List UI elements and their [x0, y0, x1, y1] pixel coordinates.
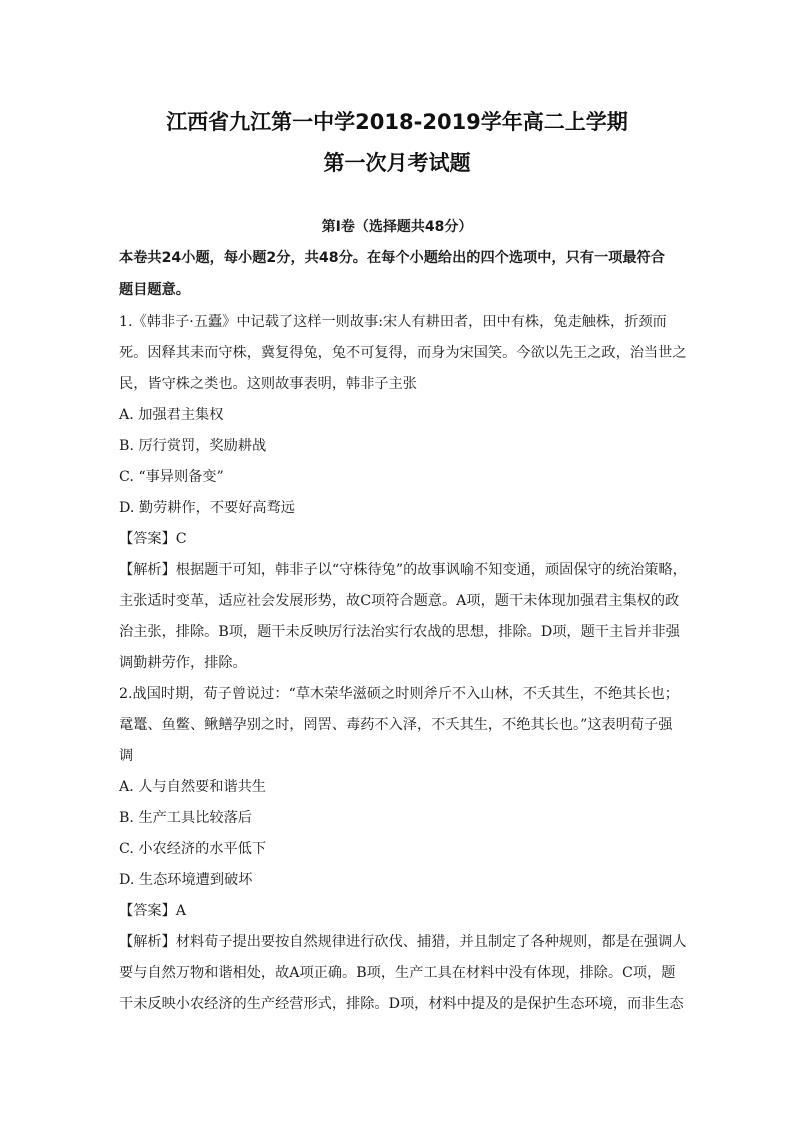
instruction-line: 题目题意。: [119, 282, 190, 298]
question-2-answer: 【答案】A: [119, 903, 186, 919]
question-1-option-b: B. 厉行赏罚，奖励耕战: [119, 438, 267, 454]
question-1-analysis: 主张适时变革，适应社会发展形势，故C项符合题意。A项，题干未体现加强君主集权的政: [119, 593, 680, 609]
question-1-analysis: 调勤耕劳作，排除。: [119, 655, 247, 671]
question-1-stem: 民，皆守株之类也。这则故事表明，韩非子主张: [119, 376, 417, 392]
question-2-option-a: A. 人与自然要和谐共生: [119, 779, 266, 795]
question-2-stem: 调: [119, 748, 134, 764]
instruction-line: 本卷共24小题，每小题2分，共48分。在每个小题给出的四个选项中，只有一项最符合: [119, 250, 665, 266]
question-2-analysis: 干未反映小农经济的生产经营形式，排除。D项，材料中提及的是保护生态环境，而非生态: [119, 996, 684, 1012]
question-2-option-d: D. 生态环境遭到破坏: [119, 872, 253, 888]
question-1-analysis: 【解析】根据题干可知，韩非子以“守株待兔”的故事讽喻不知变通，顽固保守的统治策略，: [119, 562, 687, 578]
question-1-option-a: A. 加强君主集权: [119, 407, 224, 423]
exam-title-line2: 第一次月考试题: [323, 151, 471, 175]
question-2-analysis: 【解析】材料荀子提出要按自然规律进行砍伐、捕猎，并且制定了各种规则，都是在强调人: [119, 934, 687, 950]
question-1-stem: 1.《韩非子·五蠹》中记载了这样一则故事:宋人有耕田者，田中有株，兔走触株，折颈而: [119, 314, 667, 330]
exam-title-line1: 江西省九江第一中学2018-2019学年高二上学期: [166, 110, 628, 134]
question-2-option-c: C. 小农经济的水平低下: [119, 841, 267, 857]
question-2-stem: 2.战国时期，荀子曾说过：“草木荣华滋硕之时则斧斤不入山林，不夭其生，不绝其长也；: [119, 686, 679, 702]
question-1-answer: 【答案】C: [119, 531, 187, 547]
question-1-option-d: D. 勤劳耕作，不要好高骛远: [119, 500, 295, 516]
section-title: 第Ⅰ卷（选择题共48分）: [321, 219, 473, 235]
question-2-stem: 鼋鼍、鱼鳖、鳅鳝孕别之时，罔罟、毒药不入泽，不夭其生，不绝其长也。”这表明荀子强: [119, 717, 673, 733]
question-1-stem: 死。因释其耒而守株，冀复得兔，兔不可复得，而身为宋国笑。今欲以先王之政，治当世之: [119, 345, 687, 361]
question-1-option-c: C. “事异则备变”: [119, 469, 224, 485]
question-2-option-b: B. 生产工具比较落后: [119, 810, 252, 826]
question-2-analysis: 要与自然万物和谐相处，故A项正确。B项，生产工具在材料中没有体现，排除。C项，题: [119, 965, 676, 981]
question-1-analysis: 治主张，排除。B项，题干未反映厉行法治实行农战的思想，排除。D项，题干主旨并非强: [119, 624, 680, 640]
